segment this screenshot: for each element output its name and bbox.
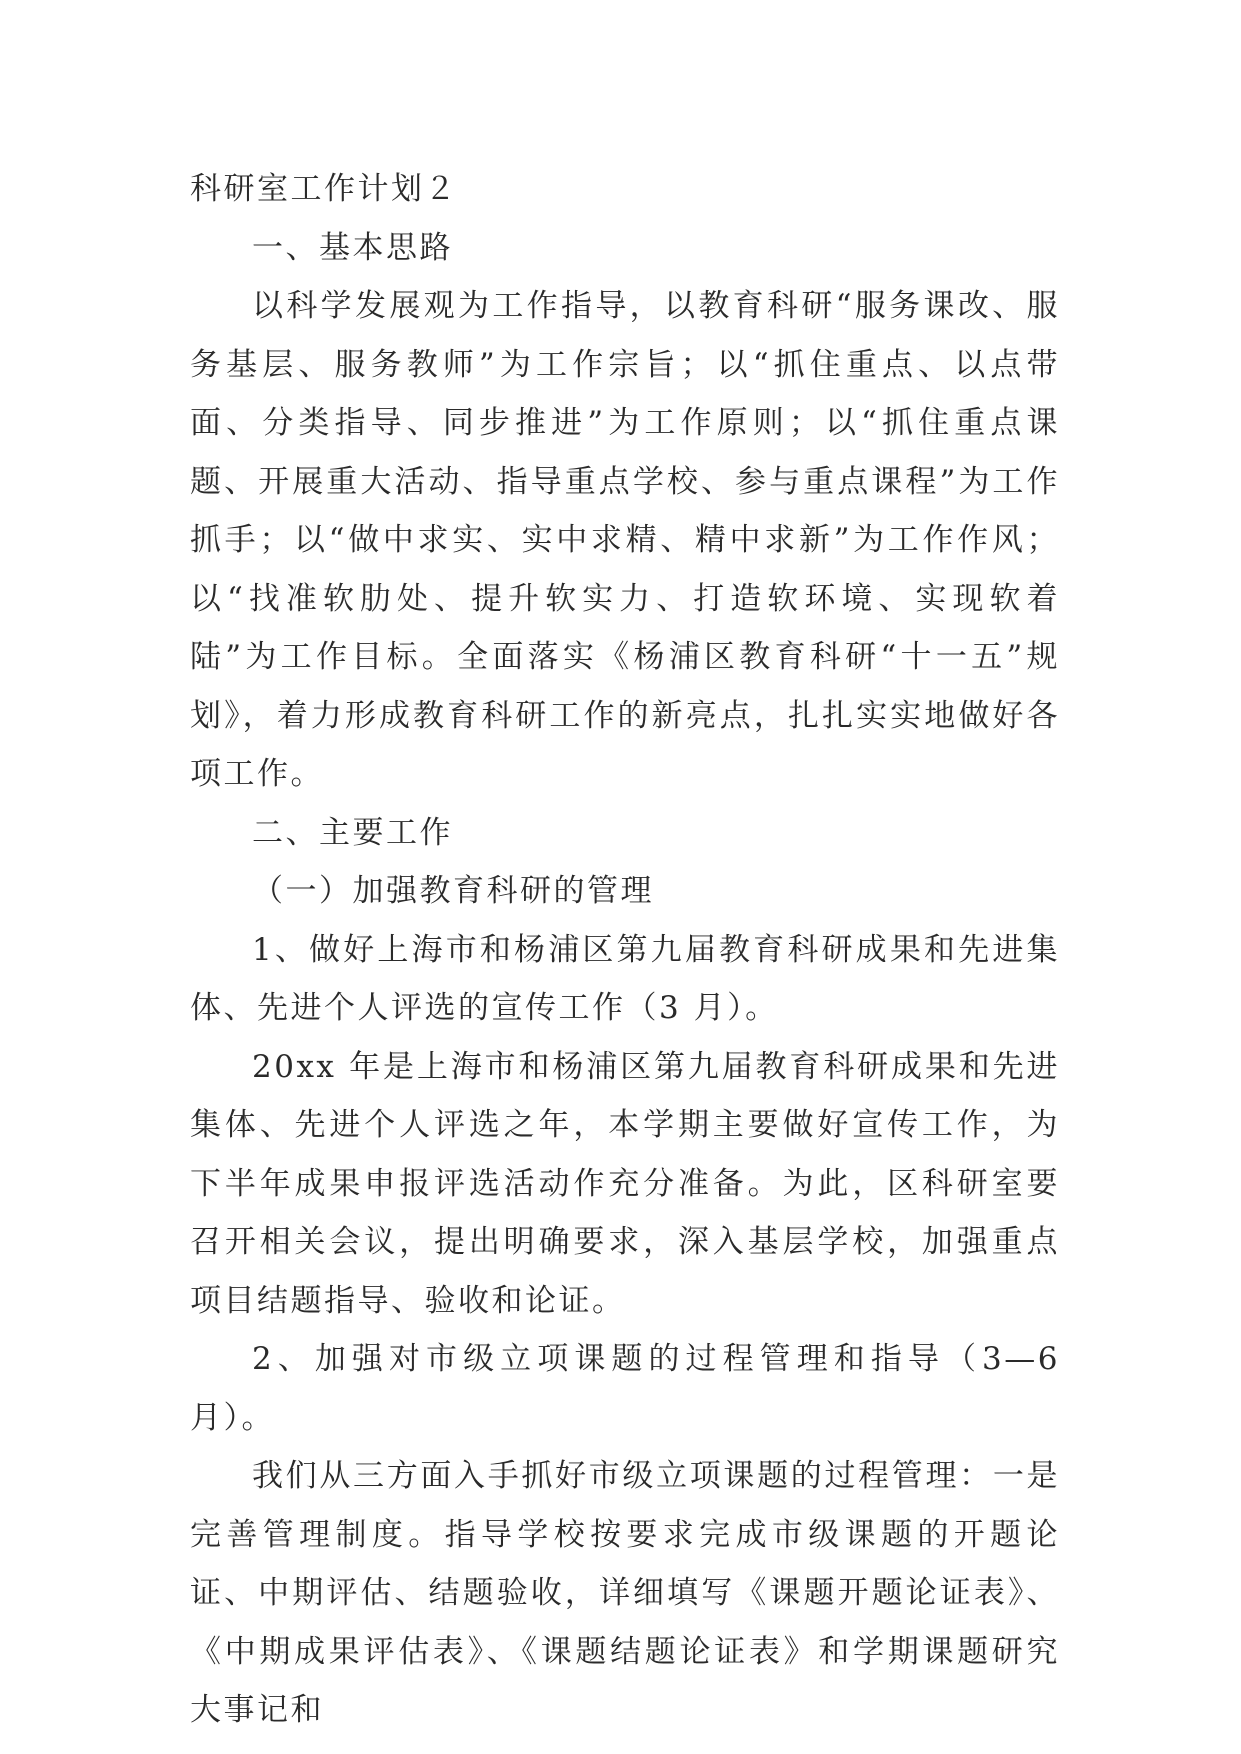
paragraph-basic-approach: 以科学发展观为工作指导，以教育科研“服务课改、服务基层、服务教师”为工作宗旨；以“抓住重点、以点带面、分类指导、同步推进”为工作原则；以“抓住重点课题、开展重大活动、指导重点学校、参与重点课程”为工作抓手；以“做中求实、实中求精、精中求新”为工作作风；以“找准软肋处、提升软实力、打造软环境、实现软着陆”为工作目标。全面落实《杨浦区教育科研“十一五”规划》，着力形成教育科研工作的新亮点，扎扎实实地做好各项工作。 <box>190 288 1060 792</box>
item-heading-1: 1、做好上海市和杨浦区第九届教育科研成果和先进集体、先进个人评选的宣传工作（3 月）。 <box>190 931 1060 1026</box>
document-body <box>190 160 1060 1740</box>
item-heading-2: 2、加强对市级立项课题的过程管理和指导（3—6 月）。 <box>190 1341 1060 1436</box>
document-title: 科研室工作计划２ <box>190 171 458 207</box>
paragraph-item-2: 我们从三方面入手抓好市级立项课题的过程管理：一是完善管理制度。指导学校按要求完成市级课题的开题论证、中期评估、结题验收，详细填写《课题开题论证表》、《中期成果评估表》、《课题结题论证表》和学期课题研究大事记和 <box>190 1458 1060 1728</box>
section-heading-basic-approach: 一、基本思路 <box>252 229 453 266</box>
paragraph-item-1: 20xx 年是上海市和杨浦区第九届教育科研成果和先进集体、先进个人评选之年，本学期主要做好宣传工作，为下半年成果申报评选活动作充分准备。为此，区科研室要召开相关会议，提出明确要求，深入基层学校，加强重点项目结题指导、验收和论证。 <box>190 1048 1060 1319</box>
section-heading-main-work: 二、主要工作 <box>252 814 453 851</box>
subsection-heading-management: （一）加强教育科研的管理 <box>252 873 654 909</box>
